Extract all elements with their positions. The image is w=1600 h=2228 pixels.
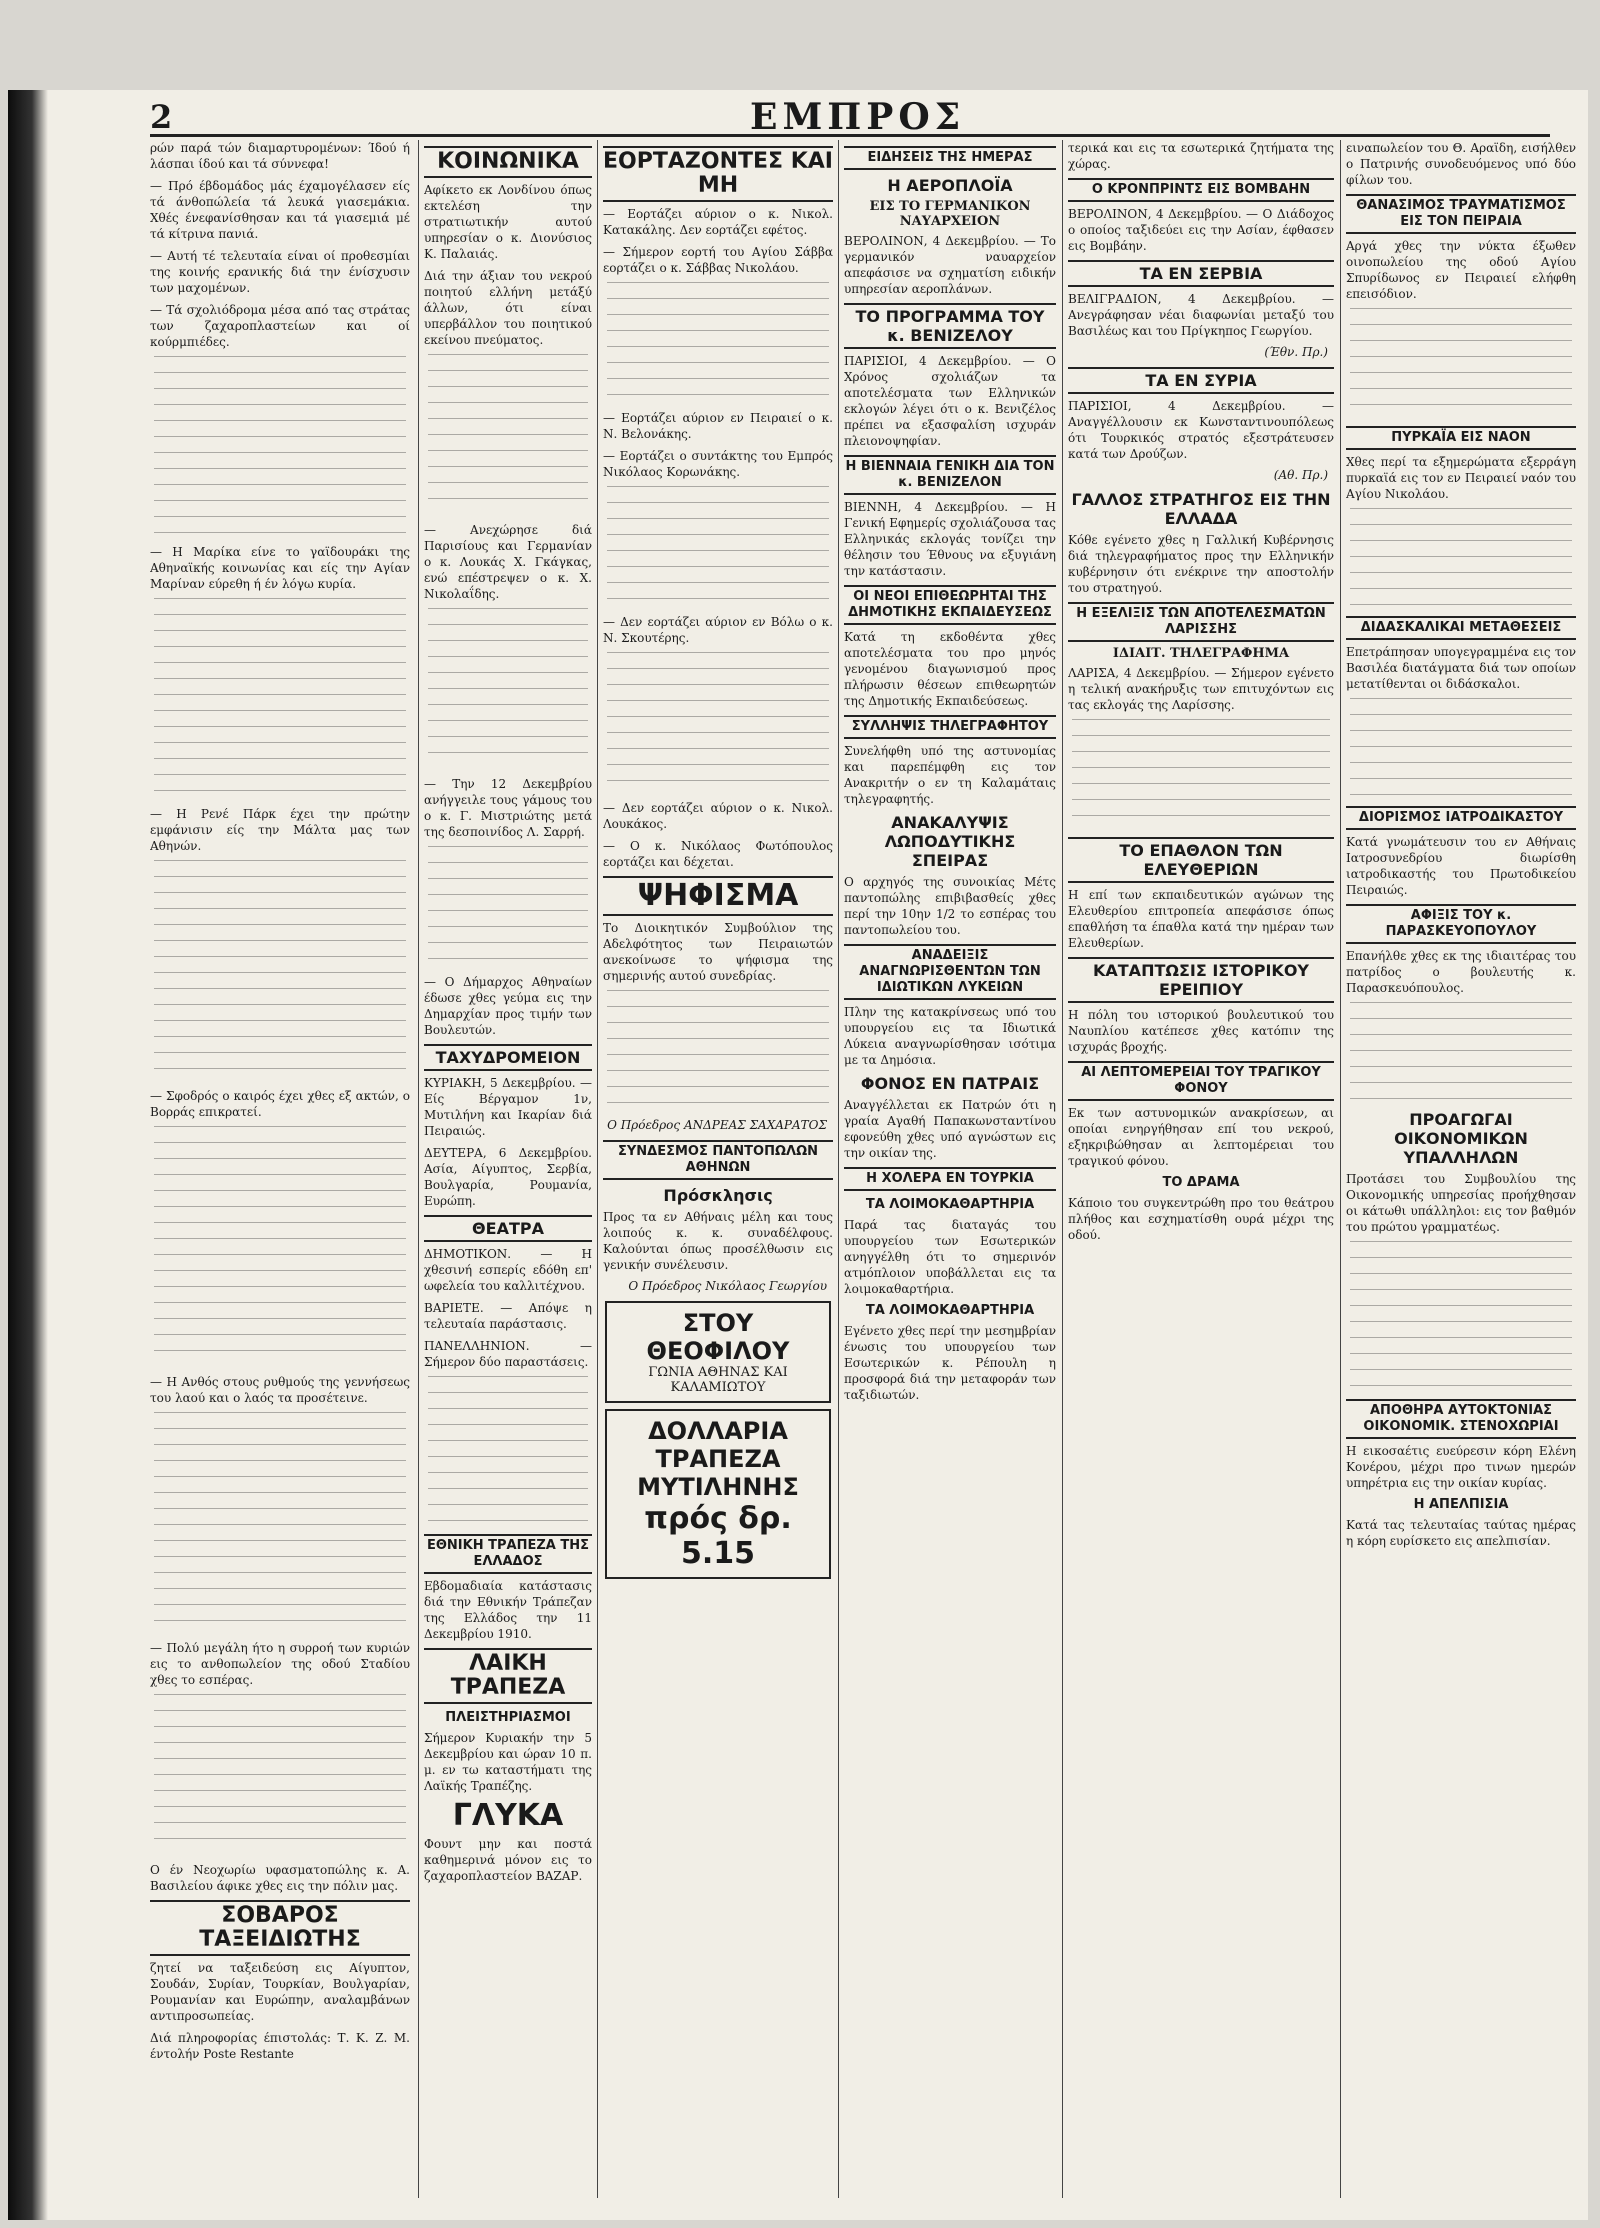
article-text: ΒΕΡΟΛΙΝΟΝ, 4 Δεκεμβρίου. — Το γερμανικόν ναυαρχείον απεφάσισε να σχηματίση ειδικήν υπηρεσίαν αεροπλάνων. [844,234,1056,296]
column-3 [603,140,833,2208]
article-text: — Εορτάζει ο συντάκτης του Εμπρός Νικόλαος Κορωνάκης. [603,449,833,479]
article-text: Αφίκετο εκ Λονδίνου όπως εκτελέση την στρατιωτικήν αυτού υπηρεσίαν ο κ. Διονύσιος Κ. Παλαιάς. [424,183,592,261]
article-text: Κατά γνωμάτευσιν του εν Αθήναις Ιατροσυνεδρίου διωρίσθη ιατροδικαστής του Πρωτοδικείου Πειραιώς. [1346,835,1576,897]
article-text: ΛΑΡΙΣΑ, 4 Δεκεμβρίου. — Σήμερον εγένετο η τελική ανακήρυξις των επιτυχόντων εις τας εκλογάς της Λαρίσσης. [1068,666,1334,712]
article-text: ΠΑΝΕΛΛΗΝΙΟΝ. — Σήμερον δύο παραστάσεις. [424,1339,592,1369]
article-text: — Η Ανθός στους ρυθμούς της γεννήσεως του λαού και ο λαός τα προσέτεινε. [150,1375,410,1405]
headline: ΦΟΝΟΣ ΕΝ ΠΑΤΡΑΙΣ [860,1074,1040,1093]
section-heading: ΨΗΦΙΣΜΑ [603,876,833,916]
headline: ΔΙΔΑΣΚΑΛΙΚΑΙ ΜΕΤΑΘΕΣΕΙΣ [1346,616,1576,640]
illegible-text-block [1350,508,1572,608]
article-text: — Πρό έβδομάδος μάς έχαμογέλασεν είς τά άνθοπώλεία τά λευκά γιασεμάκια. Χθές ένεφανίσθησαν και τά γιασεμιά μέ τά κίτρινα πανιά. [150,179,410,241]
headline: ΤΑ ΕΝ ΣΕΡΒΙΑ [1068,260,1334,287]
article-text: — Εορτάζει αύριον εν Πειραιεί ο κ. Ν. Βελονάκης. [603,411,833,441]
article-text: Σήμερον Κυριακήν την 5 Δεκεμβρίου και ώραν 10 π. μ. εν τω καταστήματι της Λαϊκής Τραπέζης. [424,1731,592,1793]
section-heading: ΓΛΥΚΑ [452,1798,564,1833]
article-text: ΔΕΥΤΕΡΑ, 6 Δεκεμβρίου. Ασία, Αίγυπτος, Σερβία, Βουλγαρία, Ρουμανία, Ευρώπη. [424,1146,592,1208]
article-text: Διά την άξιαν του νεκρού ποιητού ελλήνη μετάξύ άλλων, ότι είναι υπερβάλλον του ποιητικού εκείνου πνεύματος. [424,269,592,347]
article-text: Εβδομαδιαία κατάστασις διά την Εθνικήν Τράπεζαν της Ελλάδος την 11 Δεκεμβρίου 1910. [424,1579,592,1641]
article-text: — Εορτάζει αύριον ο κ. Νικολ. Κατακάλης. Δεν εορτάζει εφέτος. [603,207,833,237]
headline: ΠΡΟΑΓΩΓΑΙ ΟΙΚΟΝΟΜΙΚΩΝ ΥΠΑΛΛΗΛΩΝ [1394,1110,1528,1167]
illegible-text-block [154,860,406,1080]
illegible-text-block [428,354,588,514]
article-text: ΒΕΡΟΛΙΝΟΝ, 4 Δεκεμβρίου. — Ο Διάδοχος ο οποίος ταξιδεύει εις την Ασίαν, έφθασεν εις Βομβάην. [1068,207,1334,253]
section-heading: ΕΟΡΤΑΖΟΝΤΕΣ ΚΑΙ ΜΗ [603,146,833,202]
column-6 [1346,140,1576,2208]
article-text: ειναπωλείον του Θ. Αραϊδη, εισήλθεν ο Πατρινής συνοδευόμενος υπό δύο φίλων του. [1346,141,1576,187]
headline: ΘΑΝΑΣΙΜΟΣ ΤΡΑΥΜΑΤΙΣΜΟΣ ΕΙΣ ΤΟΝ ΠΕΙΡΑΙΑ [1346,194,1576,234]
article-text: τερικά και εις τα εσωτερικά ζητήματα της χώρας. [1068,141,1334,171]
column-rule [418,140,419,2198]
headline: Η ΒΙΕΝΝΑΙΑ ΓΕΝΙΚΗ ΔΙΑ ΤΟΝ κ. ΒΕΝΙΖΕΛΟΝ [844,455,1056,495]
article-text: ΠΑΡΙΣΙΟΙ, 4 Δεκεμβρίου. — Ο Χρόνος σχολιάζων τα αποτελέσματα των Ελληνικών εκλογών λέγει ότι ο κ. Βενιζέλος πρέπει να εξασφαλίση ισχυράν πλειονοψηφίαν. [844,354,1056,448]
article-text: Κατά τας τελευταίας ταύτας ημέρας η κόρη ευρίσκετο εις απελπισίαν. [1346,1518,1576,1548]
ad-price: πρός δρ. 5.15 [644,1501,792,1571]
column-rule [1340,140,1341,2198]
source-credit: (Αθ. Πρ.) [1273,468,1328,482]
signature: Ο Πρόεδρος Νικόλαος Γεωργίου [628,1279,827,1293]
article-text: — Σφοδρός ο καιρός έχει χθες εξ ακτών, ο Βορράς επικρατεί. [150,1089,410,1119]
illegible-text-block [428,608,588,768]
column-rule [597,140,598,2198]
ad-subtitle: ΤΡΑΠΕΖΑ ΜΥΤΙΛΗΝΗΣ [637,1445,799,1501]
column-rule [838,140,839,2198]
sub-headline: ΕΙΣ ΤΟ ΓΕΡΜΑΝΙΚΟΝ ΝΑΥΑΡΧΕΙΟΝ [869,199,1031,229]
column-2 [424,140,592,2208]
article-text: Κατά τη εκδοθέντα χθες αποτελέσματα του προ μηνός γενομένου διαγωνισμού προς πλήρωσιν θέσεων επιθεωρητών της Δημοτικής Εκπαιδεύσεως. [844,630,1056,708]
article-text: Εγένετο χθες περί την μεσημβρίαν ένωσις του υπουργείου των Εσωτερικών κ. Ρέπουλη η προσφορά διά την μεταφοράν των ταξιδιωτών. [844,1324,1056,1402]
illegible-text-block [1072,719,1330,829]
article-text: — Ο Δήμαρχος Αθηναίων έδωσε χθες γεύμα εις την Δημαρχίαν προς τιμήν των Βουλευτών. [424,975,592,1037]
article-text: — Ανεχώρησε διά Παρισίους και Γερμανίαν ο κ. Λουκάς Χ. Γκάγκας, ενώ επέστρεψεν ο κ. Χ. Νικολαΐδης. [424,523,592,601]
notice-text: Ο έν Νεοχωρίω υφασματοπώλης κ. Α. Βασιλείου άφικε χθες εις την πόλιν μας. [150,1863,410,1893]
headline: ΑΝΑΚΑΛΥΨΙΣ ΛΩΠΟΔΥΤΙΚΗΣ ΣΠΕΙΡΑΣ [884,813,1016,870]
sub-headline: Η ΑΠΕΛΠΙΣΙΑ [1413,1497,1509,1512]
illegible-text-block [428,846,588,966]
article-text: Κόθε εγένετο χθες η Γαλλική Κυβέρνησις διά τηλεγραφήματος προς την Ελληνικήν κυβέρνησιν ότι ενέκρινε την αποστολήν του στρατηγού. [1068,533,1334,595]
signature: Ο Πρόεδρος ΑΝΔΡΕΑΣ ΣΑΧΑΡΑΤΟΣ [607,1118,827,1132]
article-text: Διά πληροφορίας έπιστολάς: Τ. Κ. Ζ. Μ. έντολήν Poste Restante [150,2031,410,2061]
article-text: Η εικοσαέτις ευεύρεσιν κόρη Ελένη Κονέρου, μέχρι προ τινων ημερών υπηρέτρια εις την οικίαν κυρίας. [1346,1444,1576,1490]
article-text: Παρά τας διαταγάς του υπουργείου των Εσωτερικών ανηγγέλθη ότι το σημερινόν ατμόπλοιον υποβάλλεται εις τα λοιμοκαθαρτήρια. [844,1218,1056,1296]
headline: Η ΧΟΛΕΡΑ ΕΝ ΤΟΥΡΚΙΑ [844,1167,1056,1191]
article-text: Αργά χθες την νύκτα έξωθεν οινοπωλείου της οδού Αγίου Σπυρίδωνος εν Πειραιεί ελήφθη επεισόδιον. [1346,239,1576,301]
article-text: — Πολύ μεγάλη ήτο η συρροή των κυριών εις το ανθοπωλείον της οδού Σταδίου χθες το εσπέρας. [150,1641,410,1687]
article-text: — Δεν εορτάζει αύριον εν Βόλω ο κ. Ν. Σκουτέρης. [603,615,833,645]
illegible-text-block [154,1412,406,1632]
column-rule [1062,140,1063,2198]
headline: ΑΝΑΔΕΙΞΙΣ ΑΝΑΓΝΩΡΙΣΘΕΝΤΩΝ ΤΩΝ ΙΔΙΩΤΙΚΩΝ ΛΥΚΕΙΩΝ [844,944,1056,1000]
headline: ΠΥΡΚΑΪΑ ΕΙΣ ΝΑΟΝ [1346,426,1576,450]
illegible-text-block [607,282,829,402]
article-text: Πλην της κατακρίνσεως υπό του υπουργείου εις τα Ιδιωτικά Λύκεια αναγνωρίσθησαν ισότιμα με τα Δημόσια. [844,1005,1056,1067]
headline: Η ΑΕΡΟΠΛΟΪΑ [887,176,1013,195]
illegible-text-block [428,1376,588,1526]
page-number: 2 [150,98,173,136]
section-heading: ΛΑΙΚΗ ΤΡΑΠΕΖΑ [424,1648,592,1704]
sub-headline: ΤΟ ΔΡΑΜΑ [1162,1175,1240,1190]
article-text: — Η Μαρίκα είνε το γαϊδουράκι της Αθηναϊκής κοινωνίας και είς την Αγίαν Μαρίναν εύρεθη ή έν λόγω κυρία. [150,545,410,591]
article-text: Χθες περί τα εξημερώματα εξερράγη πυρκαϊά εις τον εν Πειραιεί ναόν του Αγίου Νικολάου. [1346,455,1576,501]
illegible-text-block [1350,308,1572,418]
article-text: Το Διοικητικόν Συμβούλιον της Αδελφότητος των Πειραιωτών ανεκοίνωσε το ψήφισμα της σημερινής αυτού συνεδρίας. [603,921,833,983]
illegible-text-block [607,652,829,792]
article-text: ΠΑΡΙΣΙΟΙ, 4 Δεκεμβρίου. — Αναγγέλλουσιν εκ Κωνσταντινουπόλεως ότι Τουρκικός στρατός εξεστράτευσεν κατά των Δρούζων. [1068,399,1334,461]
illegible-text-block [154,1126,406,1366]
section-heading: ΤΑΧΥΔΡΟΜΕΙΟΝ [424,1044,592,1071]
section-heading: ΘΕΑΤΡΑ [424,1215,592,1242]
section-heading: ΕΘΝΙΚΗ ΤΡΑΠΕΖΑ ΤΗΣ ΕΛΛΑΔΟΣ [424,1534,592,1574]
article-text: Επανήλθε χθες εκ της ιδιαιτέρας του πατρίδος ο βουλευτής κ. Παρασκευόπουλος. [1346,949,1576,995]
sub-headline: ΤΑ ΛΟΙΜΟΚΑΘΑΡΤΗΡΙΑ [865,1197,1035,1212]
article-text: — Ο κ. Νικόλαος Φωτόπουλος εορτάζει και δέχεται. [603,839,833,869]
advertisement [605,1301,831,1403]
headline: ΟΙ ΝΕΟΙ ΕΠΙΘΕΩΡΗΤΑΙ ΤΗΣ ΔΗΜΟΤΙΚΗΣ ΕΚΠΑΙΔΕΥΣΕΩΣ [844,585,1056,625]
sub-heading: Πρόσκλησις [663,1186,773,1205]
headline: ΚΑΤΑΠΤΩΣΙΣ ΙΣΤΟΡΙΚΟΥ ΕΡΕΙΠΙΟΥ [1068,957,1334,1003]
column-1 [150,140,410,2208]
article-text: ΒΕΛΙΓΡΑΔΙΟΝ, 4 Δεκεμβρίου. — Ανεγράφησαν νέαι διαφωνίαι μεταξύ του Βασιλέως και του Πρίγκηπος Γεωργίου. [1068,292,1334,338]
masthead [150,96,1550,138]
headline: ΤΑ ΕΝ ΣΥΡΙΑ [1068,367,1334,394]
article-text: Κάποιο του συγκεντρώθη προ του θεάτρου πλήθος και εσχηματίσθη ουρά μέχρι της οδού. [1068,1196,1334,1242]
headline: ΣΟΒΑΡΟΣ ΤΑΞΕΙΔΙΩΤΗΣ [150,1900,410,1956]
sub-headline: ΤΑ ΛΟΙΜΟΚΑΘΑΡΤΗΡΙΑ [865,1303,1035,1318]
illegible-text-block [607,990,829,1110]
section-heading: ΚΟΙΝΩΝΙΚΑ [424,146,592,178]
newspaper-title: ΕΜΠΡΟΣ [750,96,966,138]
headline: ΤΟ ΠΡΟΓΡΑΜΜΑ ΤΟΥ κ. ΒΕΝΙΖΕΛΟΥ [844,303,1056,349]
article-text: — Δεν εορτάζει αύριον ο κ. Νικολ. Λουκάκος. [603,801,833,831]
ad-text: ΓΩΝΙΑ ΑΘΗΝΑΣ ΚΑΙ ΚΑΛΑΜΙΩΤΟΥ [648,1365,788,1395]
scan-shadow [8,90,48,2220]
column-4 [844,140,1056,2208]
illegible-text-block [154,356,406,536]
article-text: ρών παρά τών διαμαρτυρομένων: Ίδού ή λάσπαι ίδού και τά σύννεφα! [150,141,410,171]
article-text: Η επί των εκπαιδευτικών αγώνων της Ελευθερίου επιτροπεία απεφάσισε όπως επαθλήση τα έπαθλα κατά την ημέραν των Ελευθερίων. [1068,888,1334,950]
article-text: ΒΙΕΝΝΗ, 4 Δεκεμβρίου. — Η Γενική Εφημερίς σχολιάζουσα τας Ελληνικάς εκλογάς τονίζει την θέλησιν του Έθνους να εξυγιάνη την κατάστασιν. [844,500,1056,578]
article-text: ΔΗΜΟΤΙΚΟΝ. — Η χθεσινή εσπερίς εδόθη επ' ωφελεία του καλλιτέχνου. [424,1247,592,1293]
article-text: Εκ των αστυνομικών ανακρίσεων, αι οποίαι ενηργήθησαν επί του νεκρού, εξηκριβώθησαν αι λεπτομέρειαι του τραγικού φόνου. [1068,1106,1334,1168]
headline: ΓΑΛΛΟΣ ΣΤΡΑΤΗΓΟΣ ΕΙΣ ΤΗΝ ΕΛΛΑΔΑ [1071,490,1331,528]
article-text: Η πόλη του ιστορικού βουλευτικού του Ναυπλίου κατέπεσε χθες κατόπιν της ισχυράς βροχής. [1068,1008,1334,1054]
headline: ΑΙ ΛΕΠΤΟΜΕΡΕΙΑΙ ΤΟΥ ΤΡΑΓΙΚΟΥ ΦΟΝΟΥ [1068,1061,1334,1101]
section-heading: ΣΥΝΔΕΣΜΟΣ ΠΑΝΤΟΠΩΛΩΝ ΑΘΗΝΩΝ [603,1140,833,1180]
article-text: Ο αρχηγός της συνοικίας Μέτς παντοπώλης επιβιβασθείς χθες περί την 10ην 1/2 το εσπέρας του παντοπωλείου του. [844,875,1056,937]
article-text: Προς τα εν Αθήναις μέλη και τους λοιπούς κ. κ. συναδέλφους. Καλούνται όπως προσέλθωσιν εις γενικήν συνέλευσιν. [603,1210,833,1272]
headline: ΤΟ ΕΠΑΘΛΟΝ ΤΩΝ ΕΛΕΥΘΕΡΙΩΝ [1068,837,1334,883]
article-text: — Τά σχολιόδρομα μέσα από τας στράτας των ζαχαροπλαστείων και οί κούρμπιέδες. [150,303,410,349]
ad-title: ΔΟΛΛΑΡΙΑ [648,1417,788,1445]
article-text: Φουντ μην και ποστά καθημερινά μόνον εις το ζαχαροπλαστείον ΒΑΖΑΡ. [424,1837,592,1883]
article-text: — Η Ρενέ Πάρκ έχει την πρώτην εμφάνισιν είς την Μάλτα μας των Αθηνών. [150,807,410,853]
headline: ΑΦΙΞΙΣ ΤΟΥ κ. ΠΑΡΑΣΚΕΥΟΠΟΥΛΟΥ [1346,904,1576,944]
sub-headline: ΙΔΙΑΙΤ. ΤΗΛΕΓΡΑΦΗΜΑ [1112,646,1290,661]
illegible-text-block [607,486,829,606]
section-heading: ΕΙΔΗΣΕΙΣ ΤΗΣ ΗΜΕΡΑΣ [844,146,1056,170]
illegible-text-block [154,598,406,798]
article-text: Προτάσει του Συμβουλίου της Οικονομικής υπηρεσίας προήχθησαν οι κάτωθι υπάλληλοι: εις τον βαθμόν του πρώτου γραμματέως. [1346,1172,1576,1234]
column-5 [1068,140,1334,2208]
article-text: — Αυτή τέ τελευταία είναι οί προθεσμίαι της κοινής ερανικής διά την ένίσχυσιν των μαχομένων. [150,249,410,295]
headline: Η ΕΞΕΛΙΞΙΣ ΤΩΝ ΑΠΟΤΕΛΕΣΜΑΤΩΝ ΛΑΡΙΣΣΗΣ [1068,602,1334,642]
article-text: — Σήμερον εορτή του Αγίου Σάββα εορτάζει ο κ. Σάββας Νικολάου. [603,245,833,275]
ad-title: ΣΤΟΥ ΘΕΟΦΙΛΟΥ [646,1309,790,1365]
article-text: Αναγγέλλεται εκ Πατρών ότι η γραία Αγαθή Παπακωνσταντίνου εφονεύθη χθες υπό αγνώστων εις την οικίαν της. [844,1098,1056,1160]
source-credit: (Έθν. Πρ.) [1264,345,1328,359]
sub-heading: ΠΛΕΙΣΤΗΡΙΑΣΜΟΙ [445,1710,571,1725]
headline: ΑΠΟΘΗΡΑ ΑΥΤΟΚΤΟΝΙΑΣ ΟΙΚΟΝΟΜΙΚ. ΣΤΕΝΟΧΩΡΙΑΙ [1346,1399,1576,1439]
article-text: — Την 12 Δεκεμβρίου ανήγγειλε τους γάμους του ο κ. Γ. Μιστριώτης μετά της δεσποινίδος Λ. Σαρρή. [424,777,592,839]
article-text: Επετράπησαν υπογεγραμμένα εις τον Βασιλέα διατάγματα διά των οποίων μετατίθενται οι διδάσκαλοι. [1346,645,1576,691]
article-text: Συνελήφθη υπό της αστυνομίας και παρεπέμφθη εις τον Ανακριτήν ο εν τη Καλαμάταις τηλεγραφητής. [844,744,1056,806]
illegible-text-block [1350,698,1572,798]
headline: Ο ΚΡΟΝΠΡΙΝΤΣ ΕΙΣ ΒΟΜΒΑΗΝ [1068,178,1334,202]
illegible-text-block [1350,1241,1572,1391]
illegible-text-block [1350,1002,1572,1102]
advertisement [605,1409,831,1579]
headline: ΣΥΛΛΗΨΙΣ ΤΗΛΕΓΡΑΦΗΤΟΥ [844,715,1056,739]
article-text: ζητεί να ταξειδεύση εις Αίγυπτον, Σουδάν, Συρίαν, Τουρκίαν, Βουλγαρίαν, Ρουμανίαν και Ευρώπην, αναλαμβάνων αντιπροσωπείας. [150,1961,410,2023]
article-text: ΚΥΡΙΑΚΗ, 5 Δεκεμβρίου. — Είς Βέργαμον 1ν, Μυτιλήνη και Ικαρίαν διά Πειραιώς. [424,1076,592,1138]
article-text: ΒΑΡΙΕΤΕ. — Απόψε η τελευταία παράστασις. [424,1301,592,1331]
illegible-text-block [154,1694,406,1854]
headline: ΔΙΟΡΙΣΜΟΣ ΙΑΤΡΟΔΙΚΑΣΤΟΥ [1346,806,1576,830]
